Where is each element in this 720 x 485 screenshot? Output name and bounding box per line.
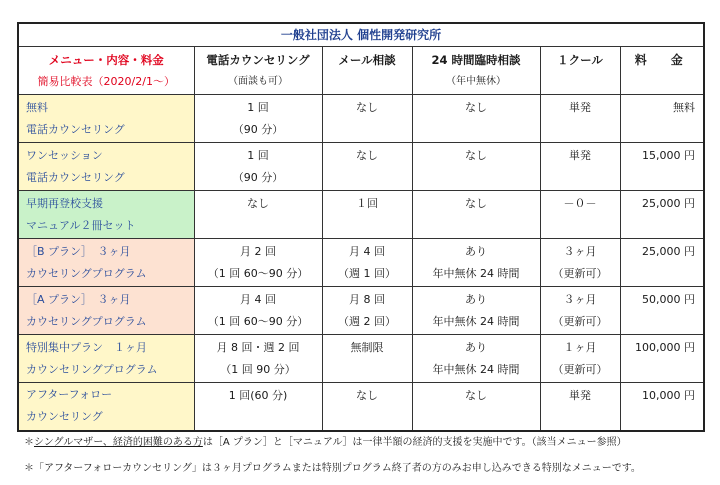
phone-line1: なし <box>247 197 269 210</box>
phone-cell <box>194 191 322 239</box>
cool-cell <box>540 239 620 287</box>
phone-line2: （90 分） <box>232 122 284 136</box>
phone-line1: 1 回 <box>247 100 269 114</box>
price-value: 25,000 円 <box>642 245 695 258</box>
price-cell <box>620 287 704 335</box>
mail-line2: （週 2 回） <box>338 314 396 328</box>
phone-cell <box>194 335 322 383</box>
cool-line2: （更新可） <box>552 314 608 328</box>
footnotes <box>24 430 714 482</box>
header-phone <box>194 47 322 95</box>
table-row <box>18 335 704 383</box>
course-name-line2: カウセリングプログラム <box>26 314 147 328</box>
mail-line1: 月 8 回 <box>349 292 385 306</box>
table-row <box>18 287 704 335</box>
cool-line1: 単発 <box>569 389 591 402</box>
mail-line2: （週 1 回） <box>338 266 396 280</box>
price-cell <box>620 191 704 239</box>
cool-line1: －０－ <box>563 197 597 210</box>
header-price-title: 料 金 <box>634 53 689 67</box>
course-name-line1: 無料 <box>26 100 48 114</box>
table-row <box>18 239 704 287</box>
h24-line1: あり <box>465 244 487 258</box>
mail-line1: なし <box>356 149 378 162</box>
h24-line2: 年中無休 24 時間 <box>432 314 520 328</box>
h24-line2: 年中無休 24 時間 <box>432 266 520 280</box>
cool-line1: ３ヶ月 <box>563 244 597 258</box>
header-label-cell <box>18 47 194 95</box>
header-24h-sub: （年中無休） <box>446 75 506 87</box>
cool-line1: ３ヶ月 <box>563 292 597 306</box>
mail-cell <box>322 335 412 383</box>
table-row <box>18 191 704 239</box>
h24-line1: あり <box>465 292 487 306</box>
course-name-line1: アフターフォロー <box>26 388 113 402</box>
price-cell <box>620 239 704 287</box>
course-name-line1: ［A プラン］ ３ヶ月 <box>26 292 131 306</box>
course-name-line1: 特別集中プラン １ヶ月 <box>26 340 147 354</box>
mail-cell <box>322 143 412 191</box>
phone-line1: 月 8 回・週 2 回 <box>216 340 300 354</box>
course-name-cell <box>18 239 194 287</box>
course-name-line2: 電話カウンセリング <box>26 122 125 136</box>
cool-line1: １ヶ月 <box>563 340 597 354</box>
mail-cell <box>322 287 412 335</box>
cool-cell <box>540 287 620 335</box>
h24-cell <box>412 191 540 239</box>
price-comparison-table <box>17 22 705 432</box>
cool-cell <box>540 191 620 239</box>
h24-cell <box>412 143 540 191</box>
course-name-line2: マニュアル２冊セット <box>26 218 136 232</box>
footnote-2: ＊「アフターフォローカウンセリング」は３ヶ月プログラムまたは特別プログラム終了者の方のみお申し込みできる特別なメニューです。 <box>24 463 641 474</box>
price-cell <box>620 143 704 191</box>
course-name-cell <box>18 191 194 239</box>
cool-cell <box>540 335 620 383</box>
course-name-line2: カウンセリング <box>26 410 103 424</box>
course-name-line2: カウンセリングプログラム <box>26 362 158 376</box>
h24-line1: なし <box>465 101 487 114</box>
price-cell <box>620 383 704 431</box>
cool-cell <box>540 383 620 431</box>
table-title: 一般社団法人 個性開発研究所 <box>18 23 704 47</box>
course-name-line1: 早期再登校支援 <box>26 196 103 210</box>
phone-line2: （1 回 90 分） <box>220 362 296 376</box>
phone-line1: 月 2 回 <box>240 244 276 258</box>
phone-line1: 1 回 <box>247 148 269 162</box>
price-cell <box>620 95 704 143</box>
header-phone-title: 電話カウンセリング <box>206 52 310 67</box>
price-value: 無料 <box>673 101 695 114</box>
footnote-1-prefix: ＊ <box>24 437 34 448</box>
price-value: 50,000 円 <box>642 293 695 306</box>
header-phone-sub: （面談も可） <box>228 75 288 87</box>
header-cool-title: １クール <box>557 53 603 67</box>
h24-cell <box>412 335 540 383</box>
course-name-line2: 電話カウンセリング <box>26 170 125 184</box>
header-label-line1: メニュー・内容・料金 <box>48 52 164 67</box>
course-name-cell <box>18 143 194 191</box>
price-cell <box>620 335 704 383</box>
h24-line2: 年中無休 24 時間 <box>432 362 520 376</box>
cool-cell <box>540 143 620 191</box>
cool-cell <box>540 95 620 143</box>
cool-line2: （更新可） <box>552 362 608 376</box>
phone-line2: （1 回 60～90 分） <box>207 314 309 328</box>
mail-line1: なし <box>356 101 378 114</box>
price-value: 25,000 円 <box>642 197 695 210</box>
mail-cell <box>322 239 412 287</box>
header-mail <box>322 47 412 95</box>
header-24h-title: 24 時間臨時相談 <box>431 52 521 67</box>
phone-cell <box>194 95 322 143</box>
price-value: 100,000 円 <box>635 341 695 354</box>
phone-line1: 月 4 回 <box>240 292 276 306</box>
phone-line2: （90 分） <box>232 170 284 184</box>
header-24h <box>412 47 540 95</box>
course-name-line1: ワンセッション <box>26 148 103 162</box>
phone-cell <box>194 143 322 191</box>
course-name-line1: ［B プラン］ ３ヶ月 <box>26 244 131 258</box>
phone-cell <box>194 383 322 431</box>
footnote-1-rest: は［A プラン］と［マニュアル］は一律半額の経済的支援を実施中です。（該当メニュー参照） <box>202 437 627 448</box>
phone-line1: 1 回(60 分) <box>228 389 288 402</box>
cool-line2: （更新可） <box>552 266 608 280</box>
mail-line1: 無制限 <box>350 341 384 354</box>
h24-line1: なし <box>465 149 487 162</box>
table-row <box>18 95 704 143</box>
price-value: 15,000 円 <box>642 149 695 162</box>
table-row <box>18 143 704 191</box>
cool-line1: 単発 <box>569 101 591 114</box>
mail-line1: なし <box>356 389 378 402</box>
table-title-row <box>18 23 704 47</box>
header-price <box>620 47 704 95</box>
h24-cell <box>412 95 540 143</box>
table-header-row <box>18 47 704 95</box>
header-label-line2: 簡易比較表（2020/2/1～） <box>37 74 175 88</box>
h24-cell <box>412 239 540 287</box>
course-name-cell <box>18 95 194 143</box>
mail-line1: １回 <box>356 197 378 210</box>
course-name-cell <box>18 335 194 383</box>
mail-cell <box>322 95 412 143</box>
h24-cell <box>412 287 540 335</box>
course-name-cell <box>18 383 194 431</box>
mail-cell <box>322 383 412 431</box>
cool-line1: 単発 <box>569 149 591 162</box>
header-cool <box>540 47 620 95</box>
course-name-cell <box>18 287 194 335</box>
phone-cell <box>194 287 322 335</box>
h24-line1: なし <box>465 197 487 210</box>
mail-line1: 月 4 回 <box>349 244 385 258</box>
h24-line1: なし <box>465 389 487 402</box>
phone-cell <box>194 239 322 287</box>
header-mail-title: メール相談 <box>338 53 396 67</box>
table-row <box>18 383 704 431</box>
h24-line1: あり <box>465 340 487 354</box>
footnote-1-underlined: シングルマザー、経済的困難のある方 <box>34 437 203 448</box>
course-name-line2: カウセリングプログラム <box>26 266 147 280</box>
h24-cell <box>412 383 540 431</box>
mail-cell <box>322 191 412 239</box>
footnote-1 <box>24 430 714 456</box>
phone-line2: （1 回 60～90 分） <box>207 266 309 280</box>
price-value: 10,000 円 <box>642 389 695 402</box>
